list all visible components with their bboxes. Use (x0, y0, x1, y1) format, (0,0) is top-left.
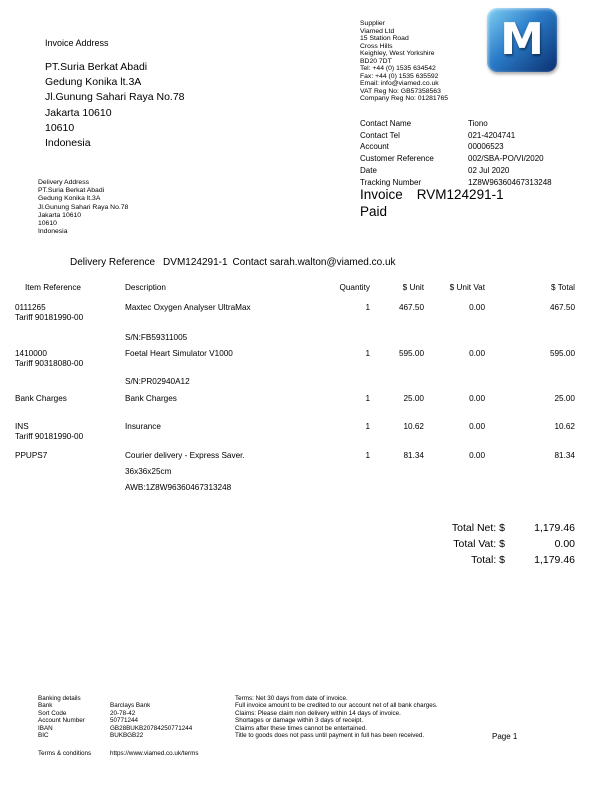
item-tariff: Tariff 90318080-00 (15, 359, 84, 368)
banking-row (38, 732, 233, 739)
item-serial: S/N:FB59311005 (125, 333, 188, 342)
quantity-cell: 1 (365, 303, 370, 312)
invoice-address-line: Jakarta 10610 (45, 106, 112, 119)
invoice-status: Paid (360, 204, 388, 219)
item-description: Maxtec Oxygen Analyser UltraMax (125, 303, 251, 312)
viamed-logo-letter: M (500, 14, 544, 65)
tracking-number-value: 1Z8W96360467313248 (468, 177, 552, 187)
description-cell (125, 349, 340, 386)
contact-row (360, 130, 552, 142)
total-label: Total: $ (471, 554, 505, 566)
quantity-cell: 1 (365, 422, 370, 431)
sort-code-label: Sort Code (38, 709, 67, 717)
total-net-value: 1,179.46 (534, 522, 575, 534)
supplier-line: Tel: +44 (0) 1535 634542 (360, 65, 436, 72)
terms-conditions-url: https://www.viamed.co.uk/terms (110, 750, 199, 758)
line-total-cell: 595.00 (549, 349, 575, 358)
delivery-address-line: PT.Suria Berkat Abadi (38, 187, 105, 195)
header-quantity: Quantity (339, 283, 370, 292)
supplier-block (360, 20, 488, 103)
terms-line: Title to goods does not pass until payment in full has been received. (235, 732, 425, 740)
item-code: 1410000 (15, 349, 47, 358)
delivery-address-block (38, 179, 128, 236)
header-description: Description (125, 283, 166, 292)
unit-vat-cell: 0.00 (469, 349, 485, 358)
unit-vat-cell: 0.00 (469, 394, 485, 403)
description-cell (125, 394, 340, 404)
banking-row (38, 725, 233, 732)
quantity-cell: 1 (365, 451, 370, 460)
terms-line: Claims after these times cannot be entertained. (235, 724, 367, 732)
unit-vat-cell: 0.00 (469, 422, 485, 431)
contact-tel-label: Contact Tel (360, 130, 400, 140)
item-description: Foetal Heart Simulator V1000 (125, 349, 233, 358)
delivery-reference-contact: Contact sarah.walton@viamed.co.uk (232, 257, 396, 268)
account-label: Account (360, 142, 389, 152)
item-dimensions: 36x36x25cm (125, 467, 172, 476)
bic-label: BIC (38, 732, 49, 740)
terms-line: Shortages or damage within 3 days of receipt. (235, 717, 364, 725)
item-description: Courier delivery - Express Saver. (125, 451, 245, 460)
item-tariff: Tariff 90181990-00 (15, 313, 84, 322)
total-vat-label: Total Vat: $ (453, 538, 505, 550)
unit-price-cell: 25.00 (403, 394, 424, 403)
delivery-address-line: Jakarta 10610 (38, 211, 82, 219)
invoice-address-line: PT.Suria Berkat Abadi (45, 61, 148, 73)
supplier-heading: Supplier (360, 20, 385, 27)
invoice-address-line: Indonesia (45, 137, 91, 150)
line-total-cell: 467.50 (549, 303, 575, 312)
delivery-reference-number: DVM124291-1 (163, 257, 228, 268)
delivery-address-heading: Delivery Address (38, 179, 89, 186)
supplier-line: BD20 7DT (360, 57, 392, 65)
account-value: 00006523 (468, 142, 504, 152)
total-value: 1,179.46 (534, 554, 575, 566)
sort-code-value: 20-78-42 (110, 709, 136, 717)
terms-line: Claims: Please claim non delivery within 14 days of invoice. (235, 709, 401, 717)
bank-label: Bank (38, 702, 53, 710)
banking-details-block (38, 695, 233, 758)
contact-row (360, 118, 552, 130)
invoice-title-block (360, 186, 504, 220)
item-code: Bank Charges (15, 394, 67, 403)
delivery-address-line: Indonesia (38, 228, 68, 236)
customer-reference-label: Customer Reference (360, 154, 434, 164)
unit-price-cell: 467.50 (398, 303, 424, 312)
delivery-reference-line (70, 257, 396, 268)
description-cell (125, 451, 340, 492)
line-total-cell: 10.62 (554, 422, 575, 431)
supplier-line: Company Reg No: 01281765 (360, 95, 449, 102)
supplier-line: Cross Hills (360, 42, 393, 50)
item-code: 0111265 (15, 303, 46, 312)
item-awb: AWB:1Z8W96360467313248 (125, 483, 232, 492)
item-description: Insurance (125, 422, 161, 431)
unit-vat-cell: 0.00 (469, 451, 485, 460)
contact-name-value: Tiono (468, 119, 488, 128)
unit-vat-cell: 0.00 (469, 303, 485, 312)
item-serial: S/N:PR02940A12 (125, 377, 190, 386)
contact-row (360, 165, 552, 177)
terms-line: Terms: Net 30 days from date of invoice. (235, 695, 348, 702)
item-reference-cell (15, 394, 120, 404)
invoice-address-line: 10610 (45, 121, 75, 134)
line-total-cell: 81.34 (554, 451, 575, 460)
terms-line: Full invoice amount to be credited to our account net of all bank charges. (235, 702, 438, 710)
contact-tel-value: 021-4204741 (468, 130, 516, 140)
invoice-address-block (45, 38, 185, 151)
quantity-cell: 1 (365, 349, 370, 358)
terms-conditions-label: Terms & conditions (38, 750, 92, 758)
item-tariff: Tariff 90181990-00 (15, 432, 84, 441)
terms-block (235, 695, 500, 739)
banking-heading: Banking details (38, 695, 81, 702)
delivery-address-line: Jl.Gunung Sahari Raya No.78 (38, 203, 129, 211)
item-reference-cell (15, 422, 120, 442)
contact-row (360, 153, 552, 165)
invoice-address-heading: Invoice Address (45, 38, 109, 48)
line-total-cell: 25.00 (554, 394, 575, 403)
bank-value: Barclays Bank (110, 702, 151, 710)
supplier-line: Viamed Ltd (360, 27, 395, 35)
supplier-line: Keighley, West Yorkshire (360, 50, 435, 57)
contact-name-label: Contact Name (360, 119, 412, 128)
item-code: INS (15, 422, 29, 431)
terms-conditions-row (38, 750, 233, 757)
viamed-logo (487, 8, 557, 72)
delivery-reference-label: Delivery Reference (70, 257, 156, 268)
total-net-label: Total Net: $ (451, 522, 505, 534)
page-number: Page 1 (492, 732, 518, 741)
description-cell (125, 303, 340, 342)
contact-details-block (360, 118, 552, 188)
unit-price-cell: 10.62 (403, 422, 424, 431)
banking-row (38, 702, 233, 709)
iban-value: GB28BUKB20784250771244 (110, 724, 193, 732)
date-value: 02 Jul 2020 (468, 165, 510, 175)
item-code: PPUPS7 (15, 451, 48, 460)
unit-price-cell: 595.00 (398, 349, 424, 358)
bic-value: BUKBGB22 (110, 732, 144, 740)
tracking-number-label: Tracking Number (360, 177, 422, 187)
header-unit: $ Unit (402, 283, 424, 292)
invoice-title-label: Invoice (360, 187, 403, 202)
iban-label: IBAN (38, 724, 53, 732)
description-cell (125, 422, 340, 432)
unit-price-cell: 81.34 (403, 451, 424, 460)
quantity-cell: 1 (365, 394, 370, 403)
delivery-address-line: 10610 (38, 220, 57, 228)
total-vat-value: 0.00 (554, 538, 575, 550)
header-item-reference: Item Reference (25, 283, 81, 292)
invoice-number: RVM124291-1 (416, 187, 504, 202)
supplier-line: Fax: +44 (0) 1535 635592 (360, 72, 439, 80)
supplier-line: 15 Station Road (360, 35, 409, 42)
header-total: $ Total (551, 283, 575, 292)
item-reference-cell (15, 303, 120, 323)
account-number-value: 50771244 (110, 717, 139, 725)
account-number-label: Account Number (38, 717, 85, 725)
banking-row (38, 710, 233, 717)
item-reference-cell (15, 451, 120, 461)
contact-row (360, 141, 552, 153)
delivery-address-line: Gedung Konika lt.3A (38, 195, 101, 203)
banking-row (38, 717, 233, 724)
supplier-email: Email: info@viamed.co.uk (360, 80, 439, 87)
supplier-line: VAT Reg No: GB57358563 (360, 87, 441, 95)
item-description: Bank Charges (125, 394, 177, 403)
date-label: Date (360, 165, 377, 175)
invoice-address-line: Jl.Gunung Sahari Raya No.78 (45, 91, 185, 104)
invoice-address-line: Gedung Konika lt.3A (45, 76, 142, 89)
header-unit-vat: $ Unit Vat (449, 283, 485, 292)
customer-reference-value: 002/SBA-PO/VI/2020 (468, 154, 544, 164)
item-reference-cell (15, 349, 120, 369)
